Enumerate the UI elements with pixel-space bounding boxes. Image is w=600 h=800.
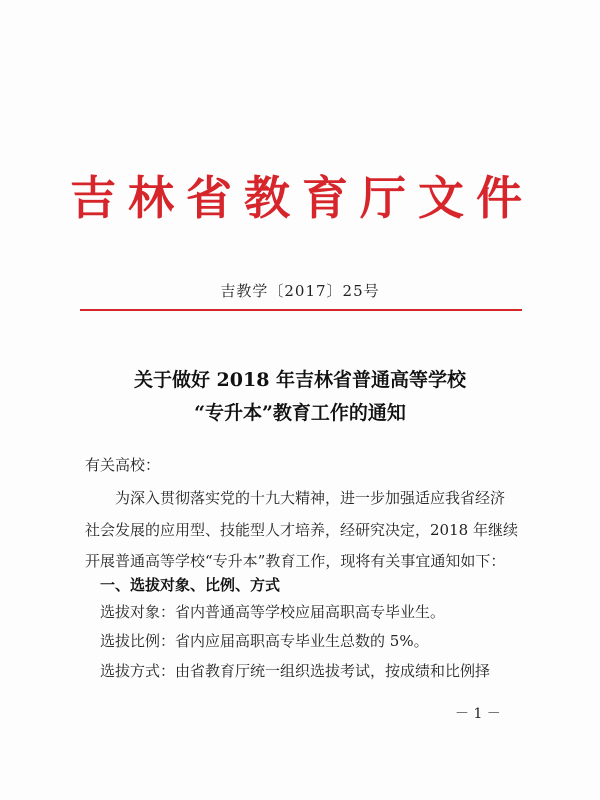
paragraph-line: 社会发展的应用型、技能型人才培养，经研究决定，2018 年继续 bbox=[85, 521, 518, 539]
issuer-header-title: 吉林省教育厅文件 bbox=[70, 171, 534, 225]
paragraph-line: 为深入贯彻落实党的十九大精神，进一步加强适应我省经济 bbox=[85, 489, 506, 507]
red-divider-line bbox=[80, 309, 522, 311]
section-heading: 一、选拔对象、比例、方式 bbox=[85, 576, 281, 594]
document-number: 吉教学〔2017〕25号 bbox=[220, 282, 380, 300]
list-item: 选拔比例：省内应届高职高专毕业生总数的 5%。 bbox=[85, 632, 429, 650]
document-title-line-2: “专升本”教育工作的通知 bbox=[194, 402, 406, 424]
list-item: 选拔方式：由省教育厅统一组织选拔考试，按成绩和比例择 bbox=[85, 662, 491, 680]
list-item: 选拔对象：省内普通高等学校应届高职高专毕业生。 bbox=[85, 603, 446, 621]
page-number: － 1 － bbox=[455, 706, 501, 722]
salutation: 有关高校： bbox=[85, 456, 161, 474]
document-title-line-1: 关于做好 2018 年吉林省普通高等学校 bbox=[133, 369, 467, 391]
paragraph-line: 开展普通高等学校“专升本”教育工作，现将有关事宜通知如下： bbox=[85, 552, 506, 570]
